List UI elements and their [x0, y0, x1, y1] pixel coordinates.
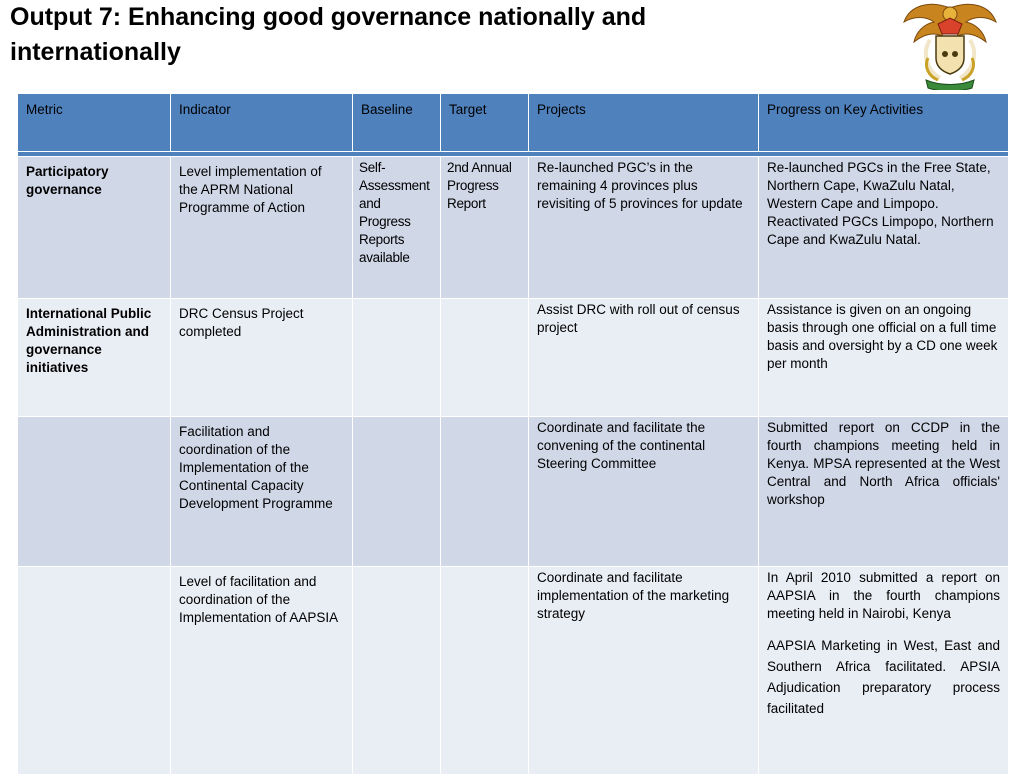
progress-paragraph: AAPSIA Marketing in West, East and Southern Africa facilitated. APSIA Adjudication preparatory process facilitated: [767, 638, 1000, 716]
baseline-cell: [353, 567, 441, 775]
table-row: [18, 299, 1009, 417]
indicator-cell: Level implementation of the APRM National Programme of Action: [171, 157, 353, 299]
table-header-row: [18, 94, 1009, 152]
projects-cell: Re-launched PGC’s in the remaining 4 provinces plus revisiting of 5 provinces for update: [529, 157, 759, 299]
page-title: Output 7: Enhancing good governance nationally and internationally: [10, 3, 647, 66]
progress-paragraph: In April 2010 submitted a report on AAPSIA in the fourth champions meeting held in Nairobi, Kenya: [767, 570, 1000, 621]
table-row: [18, 567, 1009, 775]
baseline-cell: Self-Assessment and Progress Reports available: [353, 157, 441, 299]
coat-of-arms-logo: [900, 0, 1000, 90]
progress-cell: Assistance is given on an ongoing basis through one official on a full time basis and oversight by a CD one week per month: [759, 299, 1009, 417]
progress-cell: Submitted report on CCDP in the fourth champions meeting held in Kenya. MPSA represented at the West Central and North Africa officials' workshop: [759, 417, 1009, 567]
baseline-cell: [353, 299, 441, 417]
progress-cell: [759, 567, 1009, 775]
metric-cell: [18, 417, 171, 567]
header-baseline: Baseline: [353, 94, 441, 152]
table-row: [18, 417, 1009, 567]
table-row: [18, 157, 1009, 299]
target-cell: [441, 299, 529, 417]
header-indicator: Indicator: [171, 94, 353, 152]
projects-cell: Coordinate and facilitate implementation of the marketing strategy: [529, 567, 759, 775]
metric-cell: International Public Administration and governance initiatives: [18, 299, 171, 417]
target-cell: [441, 567, 529, 775]
indicator-cell: Level of facilitation and coordination of the Implementation of AAPSIA: [171, 567, 353, 775]
projects-cell: Assist DRC with roll out of census project: [529, 299, 759, 417]
projects-cell: Coordinate and facilitate the convening of the continental Steering Committee: [529, 417, 759, 567]
governance-table: [17, 93, 1009, 775]
metric-cell: [18, 567, 171, 775]
header-target: Target: [441, 94, 529, 152]
target-cell: 2nd Annual Progress Report: [441, 157, 529, 299]
target-cell: [441, 417, 529, 567]
indicator-cell: DRC Census Project completed: [171, 299, 353, 417]
metric-cell: Participatory governance: [18, 157, 171, 299]
header-projects: Projects: [529, 94, 759, 152]
progress-cell: Re-launched PGCs in the Free State, Northern Cape, KwaZulu Natal, Western Cape and Limpopo. Reactivated PGCs Limpopo, Northern Cape and KwaZulu Natal.: [759, 157, 1009, 299]
baseline-cell: [353, 417, 441, 567]
indicator-cell: Facilitation and coordination of the Implementation of the Continental Capacity Development Programme: [171, 417, 353, 567]
header-metric: Metric: [18, 94, 171, 152]
header-progress: Progress on Key Activities: [759, 94, 1009, 152]
